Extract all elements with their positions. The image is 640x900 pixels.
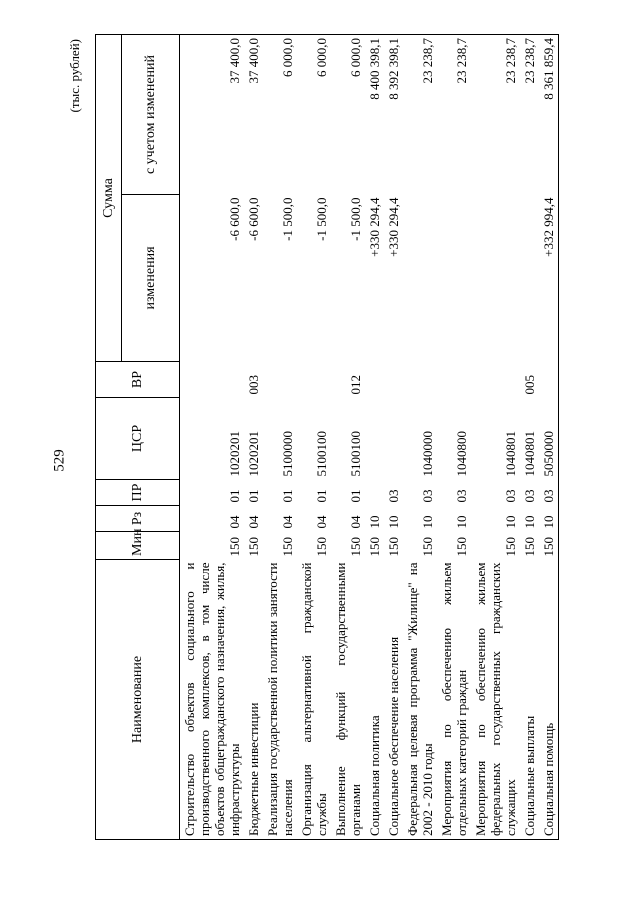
row-total: 37 400,0	[180, 35, 245, 195]
row-change: -6 600,0	[246, 197, 261, 241]
row-change: -6 600,0	[227, 197, 242, 241]
header-sum: Сумма	[96, 35, 122, 362]
row-min: 150	[420, 537, 435, 557]
row-change	[437, 195, 471, 362]
row-name: Мероприятия по обеспечению жильем федеральных государственных гражданских служащих	[471, 560, 520, 840]
row-rz: 10	[386, 515, 401, 529]
row-pr: 01	[314, 489, 329, 503]
row-total: 23 238,7	[403, 35, 437, 195]
row-pr: 01	[280, 489, 295, 503]
row-rz: 10	[420, 515, 435, 529]
row-name: Реализация государственной политики занятости населения	[263, 560, 297, 840]
table-row	[244, 35, 263, 840]
row-pr: 01	[246, 489, 261, 503]
row-change: -1 500,0	[314, 197, 329, 241]
budget-table	[95, 34, 559, 840]
row-vr	[297, 362, 331, 398]
row-change	[403, 195, 437, 362]
table-row	[331, 35, 365, 840]
row-pr: 01	[227, 489, 242, 503]
row-rz: 10	[522, 515, 537, 529]
row-name: Мероприятия по обеспечению жильем отдельных категорий граждан	[437, 560, 471, 840]
table-row	[263, 35, 297, 840]
row-total: 37 400,0	[244, 35, 263, 195]
row-pr: 03	[454, 489, 469, 503]
units-label: (тыс. рублей)	[67, 39, 82, 113]
row-total: 6 000,0	[297, 35, 331, 195]
row-csr	[365, 398, 384, 480]
table-row	[437, 35, 471, 840]
row-csr: 5100000	[280, 431, 295, 477]
row-rz: 04	[314, 515, 329, 529]
table-body	[180, 35, 559, 840]
row-pr: 03	[539, 480, 559, 506]
row-pr: 03	[386, 489, 401, 503]
table-row	[180, 35, 245, 840]
row-change	[471, 195, 520, 362]
row-csr: 5100100	[348, 431, 363, 477]
row-name: Выполнение функций государственными органами	[331, 560, 365, 840]
table-row	[520, 35, 539, 840]
row-total: 8 392 398,1	[384, 35, 403, 195]
row-min: 150	[246, 537, 261, 557]
row-min: 150	[367, 537, 382, 557]
row-min: 150	[454, 537, 469, 557]
row-total: 8 400 398,1	[365, 35, 384, 195]
header-vr: ВР	[96, 362, 180, 398]
row-pr: 03	[522, 489, 537, 503]
row-vr	[180, 362, 245, 398]
row-vr	[263, 362, 297, 398]
row-vr: 003	[246, 375, 261, 395]
header-name: Наименование	[96, 560, 180, 840]
row-change: +330 294,4	[386, 197, 401, 257]
row-csr: 1040800	[454, 431, 469, 477]
row-min: 150	[348, 537, 363, 557]
row-change	[520, 195, 539, 362]
row-pr: 03	[420, 489, 435, 503]
row-name: Социальная помощь	[539, 560, 559, 840]
row-vr	[437, 362, 471, 398]
row-csr	[384, 398, 403, 480]
row-rz: 04	[348, 515, 363, 529]
row-total: 23 238,7	[437, 35, 471, 195]
row-total: 8 361 859,4	[539, 35, 559, 195]
row-vr: 005	[522, 375, 537, 395]
header-pr: ПР	[96, 480, 180, 506]
row-name: Социальное обеспечение населения	[384, 560, 403, 840]
row-name: Федеральная целевая программа "Жилище" на 2002 - 2010 годы	[403, 560, 437, 840]
row-min: 150	[280, 537, 295, 557]
row-total: 23 238,7	[520, 35, 539, 195]
row-vr: 012	[348, 375, 363, 395]
row-csr: 1040000	[420, 431, 435, 477]
row-rz: 10	[454, 515, 469, 529]
row-name: Бюджетные инвестиции	[244, 560, 263, 840]
row-change: +332 994,4	[539, 195, 559, 362]
table-row	[403, 35, 437, 840]
row-vr	[471, 362, 520, 398]
row-rz: 10	[503, 515, 518, 529]
row-csr: 1020201	[246, 431, 261, 477]
table-row	[471, 35, 520, 840]
row-pr: 01	[348, 489, 363, 503]
row-pr: 03	[503, 489, 518, 503]
row-min: 150	[314, 537, 329, 557]
rotated-table-region	[67, 35, 605, 840]
row-change: +330 294,4	[367, 197, 382, 257]
row-total: 6 000,0	[263, 35, 297, 195]
row-vr	[403, 362, 437, 398]
page-number: 529	[51, 449, 68, 472]
row-name: Социальные выплаты	[520, 560, 539, 840]
row-csr: 5050000	[539, 398, 559, 480]
row-vr	[539, 362, 559, 398]
table-row	[539, 35, 559, 840]
row-rz: 04	[246, 515, 261, 529]
table-row	[365, 35, 384, 840]
row-rz: 10	[539, 506, 559, 532]
header-rz: Рз	[96, 506, 180, 532]
row-csr: 1040801	[503, 431, 518, 477]
row-name: Строительство объектов социального и производственного комплексов, в том числе объектов общегражданского назначения, жилья, инфраструктуры	[180, 560, 245, 840]
row-min: 150	[386, 537, 401, 557]
row-min: 150	[522, 537, 537, 557]
row-rz: 04	[227, 515, 242, 529]
row-vr	[365, 362, 384, 398]
row-change: -1 500,0	[280, 197, 295, 241]
header-csr: ЦСР	[96, 398, 180, 480]
table-row	[297, 35, 331, 840]
header-min: Мин	[96, 532, 180, 560]
row-total: 6 000,0	[331, 35, 365, 195]
row-min: 150	[539, 532, 559, 560]
header-with-change: с учетом изменений	[122, 35, 180, 195]
row-total: 23 238,7	[471, 35, 520, 195]
row-min: 150	[227, 537, 242, 557]
table-header	[96, 35, 180, 840]
row-csr: 1020201	[227, 431, 242, 477]
row-csr: 1040801	[522, 431, 537, 477]
header-change: изменения	[122, 195, 180, 362]
row-rz: 04	[280, 515, 295, 529]
row-csr: 5100100	[314, 431, 329, 477]
row-min: 150	[503, 537, 518, 557]
row-vr	[384, 362, 403, 398]
row-name: Организация альтернативной гражданской службы	[297, 560, 331, 840]
row-rz: 10	[367, 515, 382, 529]
row-name: Социальная политика	[365, 560, 384, 840]
row-pr	[365, 480, 384, 506]
row-change: -1 500,0	[348, 197, 363, 241]
table-row	[384, 35, 403, 840]
